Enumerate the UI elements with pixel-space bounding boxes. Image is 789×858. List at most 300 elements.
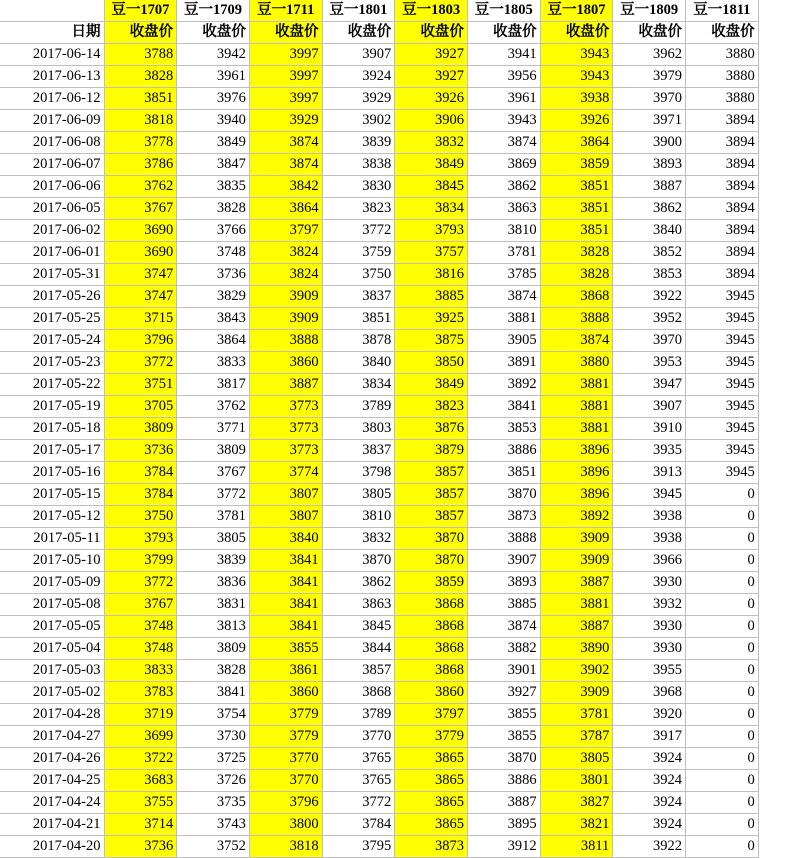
price-cell: 3824 (249, 242, 322, 264)
price-cell: 3863 (467, 198, 540, 220)
price-cell: 3838 (322, 154, 395, 176)
price-cell: 3864 (540, 132, 613, 154)
table-row (0, 286, 758, 308)
price-cell: 3909 (540, 550, 613, 572)
price-cell: 3807 (249, 506, 322, 528)
price-cell: 3891 (467, 352, 540, 374)
price-cell: 3762 (104, 176, 177, 198)
price-cell: 3800 (249, 814, 322, 836)
date-cell: 2017-04-20 (0, 836, 104, 858)
price-cell: 3910 (613, 418, 686, 440)
price-cell: 3793 (395, 220, 468, 242)
price-cell: 3947 (613, 374, 686, 396)
price-cell: 3868 (395, 594, 468, 616)
price-cell: 3860 (395, 682, 468, 704)
price-cell: 3851 (540, 176, 613, 198)
table-row (0, 770, 758, 792)
price-cell: 3862 (322, 572, 395, 594)
table-row (0, 330, 758, 352)
date-cell: 2017-06-12 (0, 88, 104, 110)
price-cell: 3748 (104, 616, 177, 638)
price-cell: 3924 (613, 814, 686, 836)
date-cell: 2017-06-13 (0, 66, 104, 88)
price-cell: 3809 (177, 440, 250, 462)
price-cell: 3757 (395, 242, 468, 264)
price-cell: 3772 (322, 220, 395, 242)
price-cell: 3818 (249, 836, 322, 858)
price-cell: 3869 (467, 154, 540, 176)
price-cell: 3855 (467, 726, 540, 748)
price-cell: 3881 (467, 308, 540, 330)
price-cell: 3817 (177, 374, 250, 396)
price-cell: 3870 (395, 528, 468, 550)
price-cell: 3851 (540, 198, 613, 220)
price-cell: 3943 (540, 66, 613, 88)
price-cell: 3873 (395, 836, 468, 858)
price-cell: 3752 (177, 836, 250, 858)
price-cell: 3945 (686, 396, 759, 418)
date-cell: 2017-05-19 (0, 396, 104, 418)
price-cell: 3789 (322, 704, 395, 726)
price-cell: 3886 (467, 770, 540, 792)
price-cell: 3926 (395, 88, 468, 110)
price-cell: 3831 (177, 594, 250, 616)
price-cell: 0 (686, 748, 759, 770)
price-cell: 3935 (613, 440, 686, 462)
price-cell: 0 (686, 770, 759, 792)
price-cell: 3909 (540, 682, 613, 704)
price-cell: 3930 (613, 638, 686, 660)
price-cell: 3754 (177, 704, 250, 726)
price-cell: 3924 (613, 748, 686, 770)
price-cell: 3765 (322, 770, 395, 792)
price-cell: 3859 (395, 572, 468, 594)
price-cell: 3943 (540, 44, 613, 66)
price-cell: 0 (686, 484, 759, 506)
date-cell: 2017-05-11 (0, 528, 104, 550)
price-cell: 3880 (686, 44, 759, 66)
table-row (0, 638, 758, 660)
price-cell: 3961 (467, 88, 540, 110)
price-cell: 0 (686, 836, 759, 858)
price-cell: 3907 (613, 396, 686, 418)
price-cell: 3845 (395, 176, 468, 198)
price-cell: 3902 (540, 660, 613, 682)
date-cell: 2017-04-25 (0, 770, 104, 792)
price-cell: 3920 (613, 704, 686, 726)
price-cell: 3924 (613, 792, 686, 814)
table-row (0, 682, 758, 704)
price-cell: 3917 (613, 726, 686, 748)
table-row (0, 132, 758, 154)
price-cell: 3807 (249, 484, 322, 506)
date-cell: 2017-05-16 (0, 462, 104, 484)
date-cell: 2017-06-01 (0, 242, 104, 264)
price-cell: 3747 (104, 264, 177, 286)
price-cell: 3772 (177, 484, 250, 506)
price-cell: 3750 (322, 264, 395, 286)
price-cell: 3906 (395, 110, 468, 132)
price-cell: 3784 (322, 814, 395, 836)
date-cell: 2017-05-09 (0, 572, 104, 594)
price-cell: 3932 (613, 594, 686, 616)
price-cell: 3811 (540, 836, 613, 858)
price-cell: 3874 (467, 286, 540, 308)
price-cell: 3770 (249, 748, 322, 770)
price-cell: 3901 (467, 660, 540, 682)
price-cell: 3913 (613, 462, 686, 484)
price-cell: 3839 (322, 132, 395, 154)
price-cell: 3956 (467, 66, 540, 88)
price-cell: 3929 (249, 110, 322, 132)
price-cell: 3823 (322, 198, 395, 220)
price-cell: 3924 (613, 770, 686, 792)
price-cell: 3894 (686, 264, 759, 286)
price-cell: 3774 (249, 462, 322, 484)
price-cell: 3773 (249, 440, 322, 462)
date-cell: 2017-06-06 (0, 176, 104, 198)
price-cell: 3722 (104, 748, 177, 770)
price-cell: 3832 (395, 132, 468, 154)
price-cell: 3941 (467, 44, 540, 66)
price-cell: 3893 (467, 572, 540, 594)
date-cell: 2017-05-22 (0, 374, 104, 396)
price-cell: 3930 (613, 616, 686, 638)
price-cell: 3945 (686, 374, 759, 396)
price-cell: 3857 (395, 506, 468, 528)
price-cell: 3765 (322, 748, 395, 770)
price-cell: 3772 (104, 352, 177, 374)
contract-header-cell: 豆一1811 (686, 0, 759, 22)
table-row (0, 374, 758, 396)
price-cell: 3762 (177, 396, 250, 418)
table-row (0, 396, 758, 418)
table-row (0, 660, 758, 682)
table-row (0, 418, 758, 440)
table-row (0, 814, 758, 836)
price-cell: 3810 (322, 506, 395, 528)
price-cell: 3771 (177, 418, 250, 440)
contract-header-cell: 豆一1803 (395, 0, 468, 22)
price-column-header: 收盘价 (467, 22, 540, 44)
price-cell: 3773 (249, 396, 322, 418)
price-cell: 3851 (467, 462, 540, 484)
price-cell: 3863 (322, 594, 395, 616)
date-cell: 2017-05-03 (0, 660, 104, 682)
price-cell: 3888 (249, 330, 322, 352)
price-cell: 3853 (467, 418, 540, 440)
price-cell: 3887 (249, 374, 322, 396)
price-cell: 3968 (613, 682, 686, 704)
table-row (0, 462, 758, 484)
price-cell: 3864 (177, 330, 250, 352)
price-cell: 3961 (177, 66, 250, 88)
price-cell: 3880 (686, 88, 759, 110)
price-cell: 3865 (395, 814, 468, 836)
price-cell: 3892 (467, 374, 540, 396)
table-row (0, 836, 758, 858)
date-cell: 2017-05-23 (0, 352, 104, 374)
price-cell: 3726 (177, 770, 250, 792)
price-cell: 3881 (540, 374, 613, 396)
price-cell: 3798 (322, 462, 395, 484)
price-cell: 3909 (540, 528, 613, 550)
price-cell: 3772 (322, 792, 395, 814)
price-cell: 3945 (686, 418, 759, 440)
price-cell: 3805 (177, 528, 250, 550)
date-cell: 2017-06-14 (0, 44, 104, 66)
price-cell: 3796 (104, 330, 177, 352)
price-cell: 3839 (177, 550, 250, 572)
table-row (0, 594, 758, 616)
price-cell: 3683 (104, 770, 177, 792)
price-cell: 3976 (177, 88, 250, 110)
price-cell: 3793 (104, 528, 177, 550)
price-cell: 3979 (613, 66, 686, 88)
price-cell: 3699 (104, 726, 177, 748)
price-cell: 3902 (322, 110, 395, 132)
price-cell: 3795 (322, 836, 395, 858)
price-cell: 3865 (395, 770, 468, 792)
table-row (0, 704, 758, 726)
price-cell: 3940 (177, 110, 250, 132)
price-cell: 3878 (322, 330, 395, 352)
price-cell: 3850 (395, 352, 468, 374)
date-cell: 2017-05-18 (0, 418, 104, 440)
price-cell: 3905 (467, 330, 540, 352)
table-row (0, 66, 758, 88)
price-cell: 3770 (322, 726, 395, 748)
price-cell: 3892 (540, 506, 613, 528)
price-cell: 3766 (177, 220, 250, 242)
price-cell: 3894 (686, 110, 759, 132)
price-cell: 3824 (249, 264, 322, 286)
price-cell: 0 (686, 660, 759, 682)
price-cell: 0 (686, 726, 759, 748)
price-cell: 3922 (613, 836, 686, 858)
date-cell: 2017-05-26 (0, 286, 104, 308)
price-cell: 3907 (322, 44, 395, 66)
price-cell: 3803 (322, 418, 395, 440)
price-cell: 3828 (540, 264, 613, 286)
price-cell: 3938 (613, 528, 686, 550)
price-column-header: 收盘价 (177, 22, 250, 44)
table-row (0, 484, 758, 506)
date-cell: 2017-06-05 (0, 198, 104, 220)
date-cell: 2017-05-04 (0, 638, 104, 660)
price-cell: 3743 (177, 814, 250, 836)
price-cell: 3926 (540, 110, 613, 132)
price-cell: 3870 (467, 484, 540, 506)
contract-header-cell: 豆一1809 (613, 0, 686, 22)
price-cell: 0 (686, 594, 759, 616)
price-cell: 3841 (467, 396, 540, 418)
price-cell: 3833 (104, 660, 177, 682)
price-cell: 3966 (613, 550, 686, 572)
price-cell: 3945 (686, 440, 759, 462)
price-cell: 3888 (467, 528, 540, 550)
price-cell: 3887 (613, 176, 686, 198)
price-cell: 3896 (540, 462, 613, 484)
price-cell: 3840 (322, 352, 395, 374)
price-cell: 3862 (613, 198, 686, 220)
table-row (0, 198, 758, 220)
price-cell: 3799 (104, 550, 177, 572)
price-cell: 3767 (104, 594, 177, 616)
price-cell: 3953 (613, 352, 686, 374)
price-cell: 3955 (613, 660, 686, 682)
price-cell: 3894 (686, 132, 759, 154)
date-cell: 2017-05-15 (0, 484, 104, 506)
price-cell: 3896 (540, 484, 613, 506)
price-cell: 3779 (249, 726, 322, 748)
price-cell: 3860 (249, 352, 322, 374)
price-cell: 3945 (686, 286, 759, 308)
contract-header-cell: 豆一1807 (540, 0, 613, 22)
price-cell: 3719 (104, 704, 177, 726)
price-cell: 3868 (395, 616, 468, 638)
price-cell: 3997 (249, 88, 322, 110)
price-cell: 0 (686, 528, 759, 550)
price-cell: 3929 (322, 88, 395, 110)
price-cell: 3796 (249, 792, 322, 814)
date-cell: 2017-04-21 (0, 814, 104, 836)
table-row (0, 792, 758, 814)
price-cell: 3888 (540, 308, 613, 330)
price-cell: 3927 (395, 66, 468, 88)
price-cell: 3784 (104, 462, 177, 484)
date-cell: 2017-05-05 (0, 616, 104, 638)
price-cell: 3730 (177, 726, 250, 748)
price-cell: 3849 (395, 154, 468, 176)
price-cell: 3938 (613, 506, 686, 528)
price-cell: 3779 (249, 704, 322, 726)
table-row (0, 726, 758, 748)
price-cell: 3789 (322, 396, 395, 418)
price-cell: 0 (686, 704, 759, 726)
price-cell: 3705 (104, 396, 177, 418)
price-cell: 3896 (540, 440, 613, 462)
date-cell: 2017-05-02 (0, 682, 104, 704)
price-cell: 3767 (104, 198, 177, 220)
price-cell: 3894 (686, 220, 759, 242)
price-cell: 3805 (322, 484, 395, 506)
price-column-header: 收盘价 (540, 22, 613, 44)
date-column-header: 日期 (0, 22, 104, 44)
table-row (0, 572, 758, 594)
price-cell: 3845 (322, 616, 395, 638)
price-cell: 3925 (395, 308, 468, 330)
price-cell: 3785 (467, 264, 540, 286)
price-cell: 3887 (467, 792, 540, 814)
table-row (0, 242, 758, 264)
date-cell: 2017-06-07 (0, 154, 104, 176)
price-cell: 3755 (104, 792, 177, 814)
date-cell: 2017-05-31 (0, 264, 104, 286)
price-cell: 0 (686, 638, 759, 660)
price-cell: 3779 (395, 726, 468, 748)
price-cell: 3841 (249, 572, 322, 594)
price-cell: 3970 (613, 330, 686, 352)
price-cell: 3781 (177, 506, 250, 528)
table-row (0, 110, 758, 132)
price-cell: 3881 (540, 396, 613, 418)
date-cell: 2017-06-08 (0, 132, 104, 154)
table-row (0, 352, 758, 374)
price-cell: 3816 (395, 264, 468, 286)
price-cell: 3841 (249, 616, 322, 638)
price-cell: 3751 (104, 374, 177, 396)
price-cell: 3747 (104, 286, 177, 308)
price-cell: 3748 (104, 638, 177, 660)
price-cell: 0 (686, 814, 759, 836)
price-cell: 3841 (177, 682, 250, 704)
table-row (0, 220, 758, 242)
price-cell: 3841 (249, 594, 322, 616)
price-cell: 3924 (322, 66, 395, 88)
price-cell: 3862 (467, 176, 540, 198)
price-cell: 3835 (177, 176, 250, 198)
price-cell: 3821 (540, 814, 613, 836)
date-cell: 2017-05-12 (0, 506, 104, 528)
table-row (0, 616, 758, 638)
table-row (0, 506, 758, 528)
price-cell: 3894 (686, 198, 759, 220)
price-cell: 3855 (249, 638, 322, 660)
date-cell: 2017-04-26 (0, 748, 104, 770)
price-cell: 0 (686, 616, 759, 638)
price-cell: 0 (686, 506, 759, 528)
price-cell: 3930 (613, 572, 686, 594)
price-cell: 3829 (177, 286, 250, 308)
price-cell: 3832 (322, 528, 395, 550)
price-cell: 3879 (395, 440, 468, 462)
price-cell: 3735 (177, 792, 250, 814)
price-cell: 3810 (467, 220, 540, 242)
price-cell: 3859 (540, 154, 613, 176)
price-cell: 3781 (540, 704, 613, 726)
price-cell: 3772 (104, 572, 177, 594)
price-cell: 3864 (249, 198, 322, 220)
price-cell: 3870 (322, 550, 395, 572)
price-cell: 3907 (467, 550, 540, 572)
price-column-header: 收盘价 (686, 22, 759, 44)
price-cell: 3784 (104, 484, 177, 506)
price-cell: 3828 (177, 198, 250, 220)
contract-header-cell: 豆一1805 (467, 0, 540, 22)
price-cell: 3690 (104, 242, 177, 264)
price-cell: 3750 (104, 506, 177, 528)
price-cell: 3912 (467, 836, 540, 858)
price-cell: 3714 (104, 814, 177, 836)
price-cell: 3927 (467, 682, 540, 704)
date-cell: 2017-06-09 (0, 110, 104, 132)
table-row (0, 176, 758, 198)
price-cell: 3801 (540, 770, 613, 792)
price-cell: 3874 (467, 616, 540, 638)
price-cell: 3868 (395, 638, 468, 660)
price-cell: 3781 (467, 242, 540, 264)
price-cell: 3788 (104, 44, 177, 66)
price-cell: 3874 (540, 330, 613, 352)
date-cell: 2017-05-10 (0, 550, 104, 572)
price-cell: 3833 (177, 352, 250, 374)
price-column-header: 收盘价 (322, 22, 395, 44)
price-cell: 3945 (686, 352, 759, 374)
price-cell: 3759 (322, 242, 395, 264)
date-cell: 2017-04-27 (0, 726, 104, 748)
price-cell: 3971 (613, 110, 686, 132)
